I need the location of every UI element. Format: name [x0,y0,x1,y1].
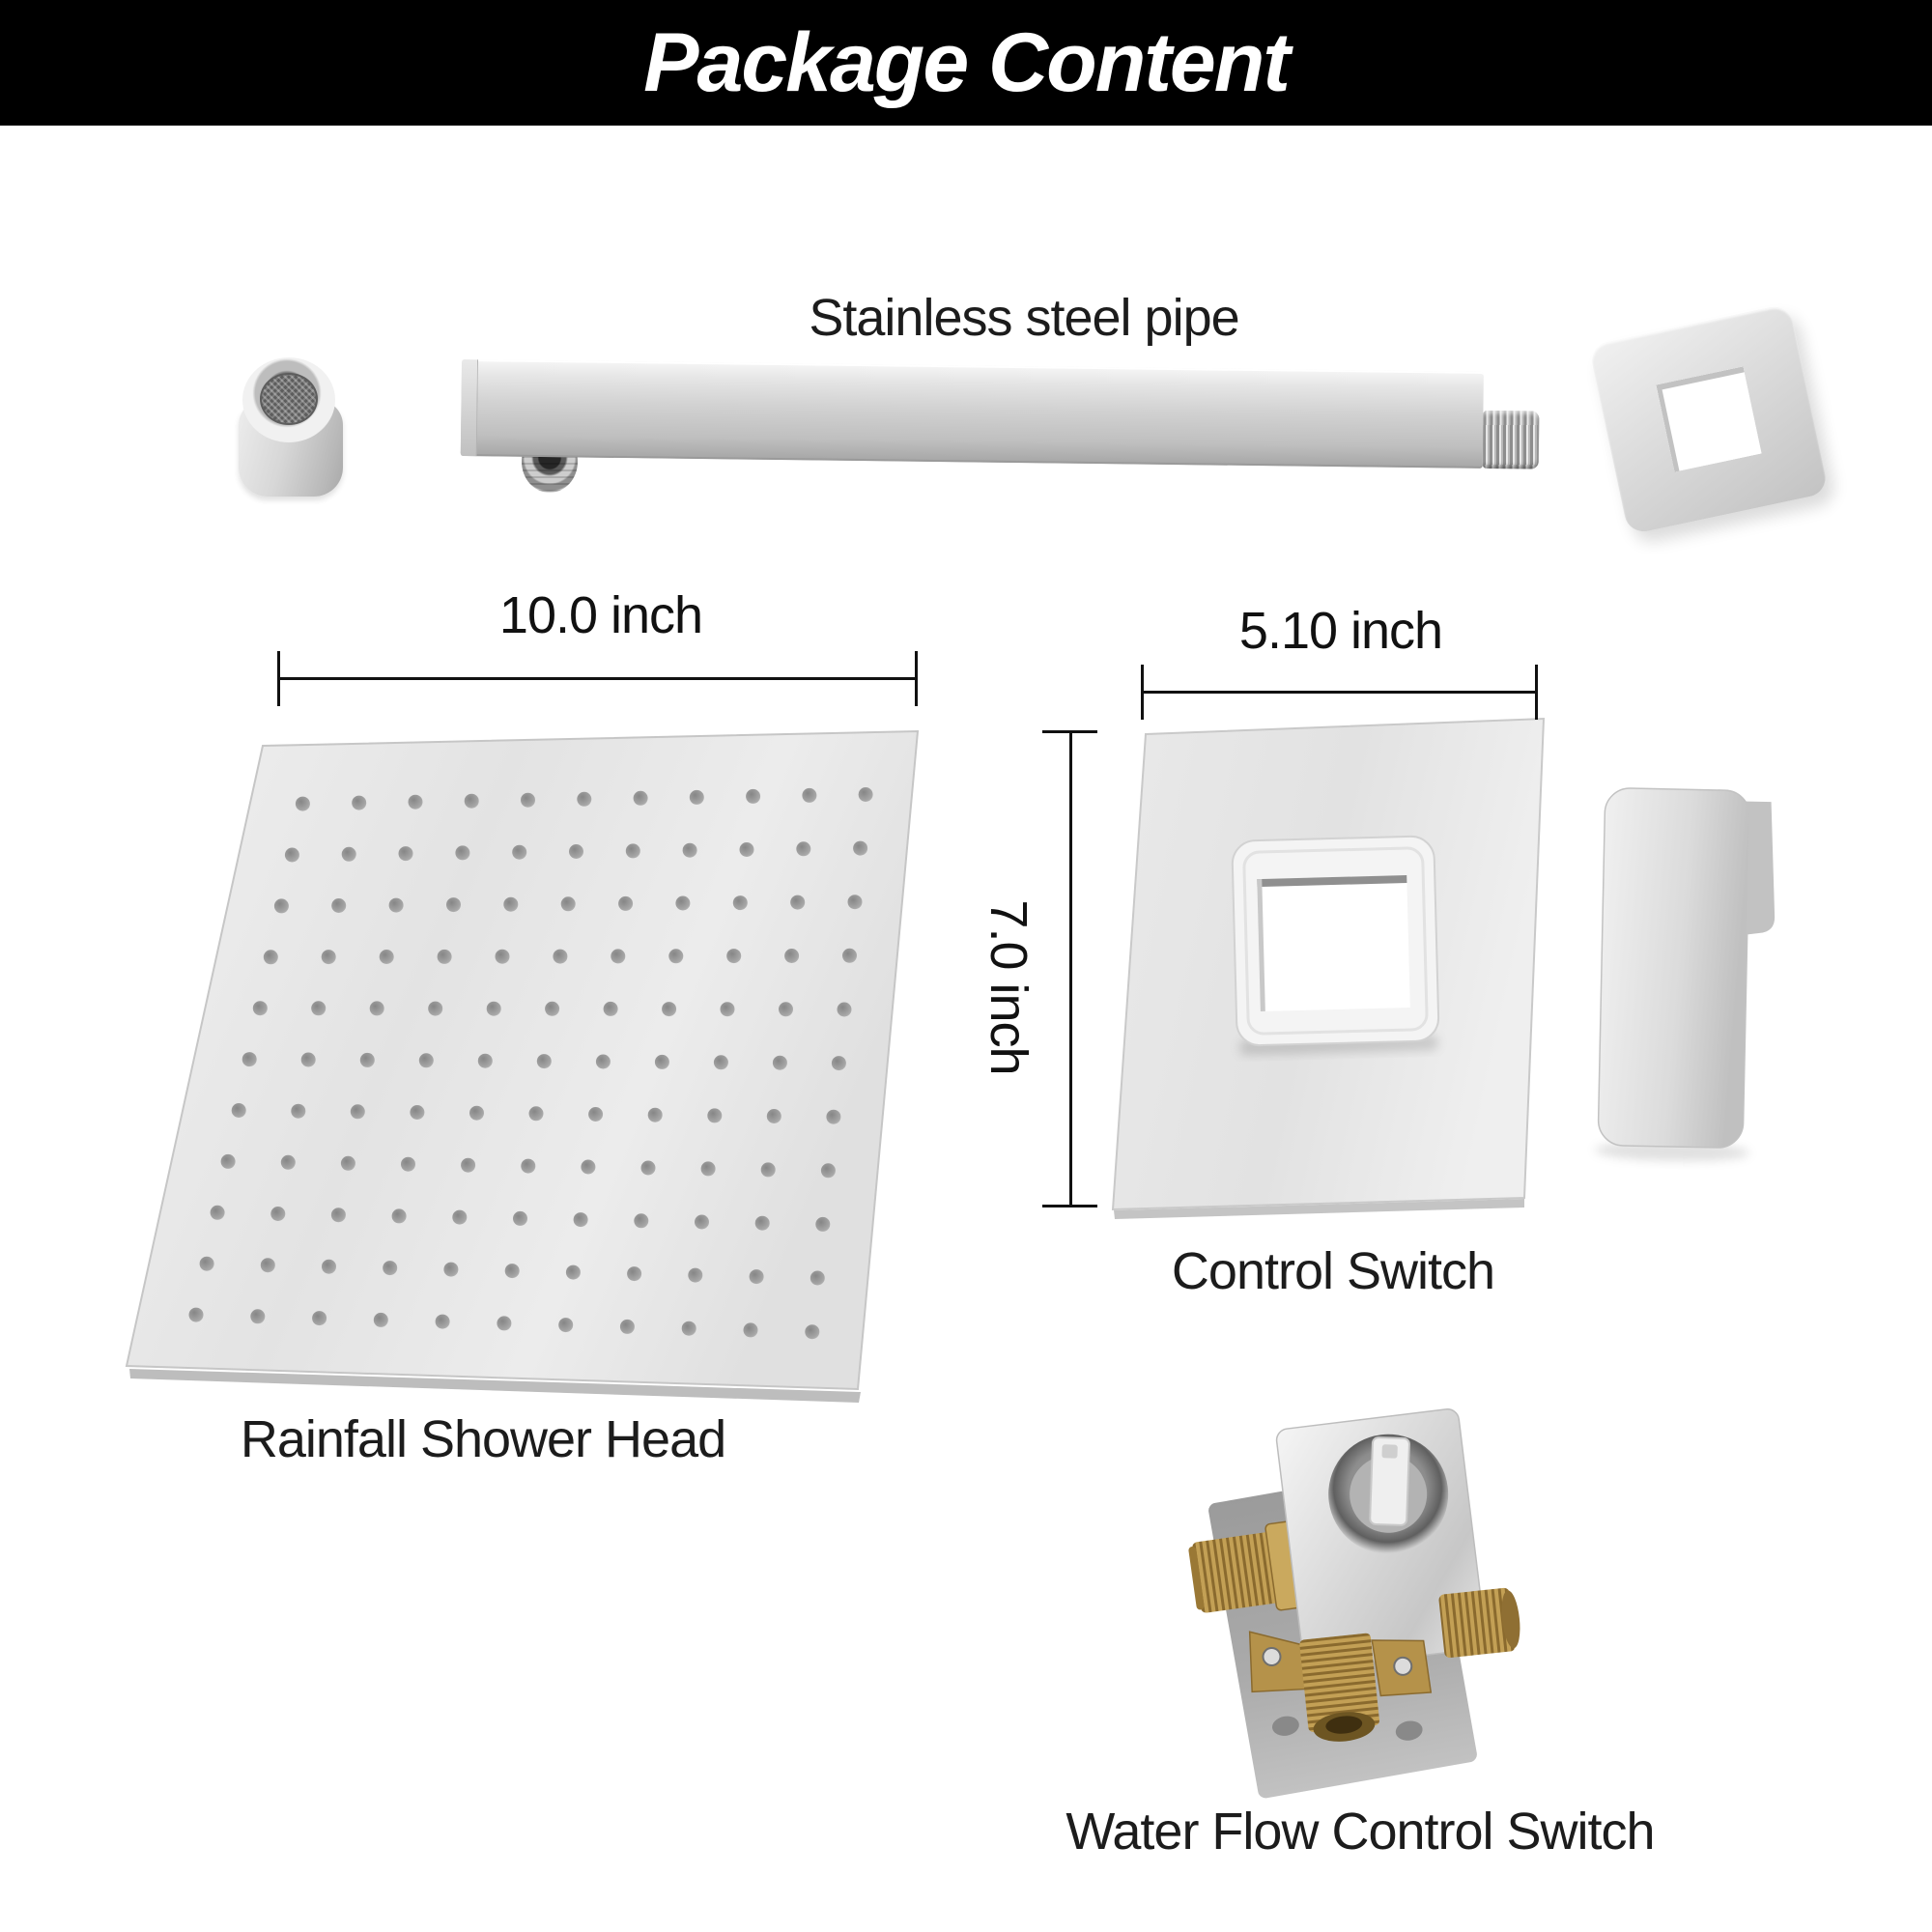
nozzle-hole [521,1159,535,1174]
nozzle-hole [779,1002,793,1016]
nozzle-hole [428,1002,442,1016]
nozzle-hole [374,1313,388,1327]
nozzle-hole [655,1055,669,1069]
nozzle-hole [351,1104,365,1119]
nozzle-hole [505,1264,520,1278]
nozzle-hole [389,898,404,913]
nozzle-hole [695,1215,709,1230]
valve-stem [1370,1437,1409,1525]
nozzle-hole [281,1155,296,1170]
nozzle-hole [221,1154,236,1169]
nozzle-hole [838,1003,852,1017]
page-title: Package Content [643,15,1289,109]
control-switch-width-dimension-label: 5.10 inch [1238,602,1443,660]
nozzle-hole [802,788,816,803]
shower-head-width-dimension-label: 10.0 inch [498,586,703,644]
handle-illustration [1595,787,1777,1163]
water-flow-label: Water Flow Control Switch [1065,1803,1655,1861]
nozzle-hole [438,950,452,964]
header-bar [0,0,1932,126]
nozzle-hole [461,1158,475,1173]
handle-body [1598,787,1750,1148]
nozzle-hole [569,844,583,859]
pipe-end-face [461,359,478,456]
nozzle-hole [401,1157,415,1172]
nozzle-hole [683,843,697,858]
nozzle-hole [688,1268,702,1283]
nozzle-hole [291,1104,305,1119]
nozzle-hole [618,896,633,911]
nozzle-hole [682,1321,696,1336]
nozzle-hole [796,841,810,856]
nozzle-hole [410,1105,424,1120]
nozzle-hole [322,1260,336,1274]
nozzle-hole [331,898,346,913]
nozzle-hole [744,1322,758,1337]
nozzle-hole [588,1107,603,1122]
control-switch-illustration [1113,719,1544,1219]
nozzle-hole [662,1002,676,1016]
nozzle-hole [790,895,805,910]
pipe-label: Stainless steel pipe [809,289,1239,347]
nozzle-hole [675,896,690,911]
nozzle-hole [383,1261,397,1275]
nozzle-hole [784,949,799,963]
nozzle-hole [596,1055,611,1069]
nozzle-mesh-screen [260,373,318,425]
nozzle-hole [521,793,535,808]
nozzle-hole [322,950,336,964]
nozzle-hole [566,1265,581,1280]
nozzle-hole [620,1320,635,1334]
nozzle-hole [274,898,289,913]
nozzle-hole [487,1002,501,1016]
control-switch-height-dimension-label: 7.0 inch [980,899,1037,1075]
control-switch-label: Control Switch [1171,1242,1495,1300]
nozzle-hole [296,797,310,811]
nozzle-hole [419,1053,434,1067]
nozzle-hole [311,1001,326,1015]
nozzle-hole [497,1316,511,1330]
nozzle-hole [558,1318,573,1332]
nozzle-hole [577,792,591,807]
valve-illustration [1186,1407,1522,1799]
nozzle-hole [634,1213,648,1228]
nozzle-hole [436,1315,450,1329]
nozzle-hole [496,950,510,964]
nozzle-hole [360,1053,375,1067]
nozzle-hole [253,1001,268,1015]
nozzle-hole [285,848,299,863]
nozzle-hole [707,1108,722,1122]
dimension-tick [1042,1205,1097,1208]
nozzle-hole [537,1054,552,1068]
nozzle-illustration [235,357,347,498]
nozzle-hole [714,1055,728,1069]
nozzle-hole [810,1271,825,1286]
valve-left-fitting [1186,1521,1301,1622]
nozzle-hole [342,847,356,862]
dimension-tick [1535,665,1538,720]
nozzle-hole [242,1052,257,1066]
nozzle-hole [767,1109,781,1123]
dimension-tick [1141,665,1144,720]
nozzle-hole [815,1217,830,1232]
nozzle-hole [832,1056,846,1070]
nozzle-hole [755,1216,770,1231]
dimension-tick [915,651,918,706]
valve-screw-right [1393,1657,1412,1676]
nozzle-hole [545,1002,559,1016]
shower-head-label: Rainfall Shower Head [240,1410,726,1468]
nozzle-hole [611,949,625,963]
shower-head-illustration [127,731,918,1403]
nozzle-hole [200,1257,214,1271]
nozzle-hole [312,1311,327,1325]
nozzle-hole [503,897,518,912]
nozzle-hole [452,1210,467,1225]
nozzle-hole [853,841,867,856]
control-switch-width-dimension-line [1142,691,1537,694]
nozzle-hole [859,787,873,802]
shower-head-width-dimension-line [278,677,918,680]
nozzle-hole [690,790,704,805]
nozzle-hole [513,1211,527,1226]
nozzle-hole [641,1161,656,1176]
nozzle-hole [746,789,760,804]
nozzle-hole [211,1206,225,1220]
dimension-tick [277,651,280,706]
nozzle-hole [392,1208,407,1223]
nozzle-hole [465,794,479,809]
dimension-tick [1042,730,1097,733]
nozzle-hole [648,1108,663,1122]
nozzle-hole [668,949,683,963]
nozzle-hole [740,842,754,857]
nozzle-hole [469,1106,484,1121]
nozzle-hole [455,845,469,860]
nozzle-hole [733,895,748,910]
nozzle-hole [826,1110,840,1124]
nozzle-hole [821,1163,836,1178]
nozzle-hole [270,1207,285,1221]
nozzle-hole [604,1002,618,1016]
nozzle-hole [726,949,741,963]
nozzle-hole [250,1309,265,1323]
nozzle-hole [553,950,567,964]
pipe-threaded-tip [1483,411,1540,469]
nozzle-hole [750,1269,764,1284]
control-switch-height-dimension-line [1069,731,1072,1207]
nozzle-hole [478,1054,493,1068]
nozzle-hole [352,796,366,810]
nozzle-hole [761,1162,776,1177]
escutcheon-hole [1656,366,1761,471]
nozzle-hole [634,791,648,806]
nozzle-hole [189,1308,204,1322]
nozzle-hole [626,843,640,858]
nozzle-hole [261,1258,275,1272]
nozzle-hole [331,1208,346,1222]
nozzle-hole [581,1160,595,1175]
nozzle-hole [701,1161,716,1176]
nozzle-hole [842,949,857,963]
nozzle-hole [370,1001,384,1015]
nozzle-hole [627,1266,641,1281]
nozzle-hole [773,1056,787,1070]
valve-right-fitting [1438,1587,1522,1659]
control-plate-bezel [1232,836,1439,1055]
nozzle-hole [561,896,576,911]
valve-screw-left [1263,1647,1282,1666]
nozzle-hole [805,1324,819,1339]
nozzle-hole [264,950,278,964]
nozzle-hole [721,1002,735,1016]
nozzle-hole [399,846,413,861]
nozzle-hole [232,1103,246,1118]
nozzle-hole [529,1106,544,1121]
nozzle-hole [380,950,394,964]
control-plate-hole [1257,875,1410,1011]
nozzle-hole [512,845,526,860]
nozzle-hole [301,1053,316,1067]
nozzle-hole [409,795,423,810]
nozzle-hole [446,897,461,912]
pipe-illustration [461,359,1484,469]
nozzle-hole [443,1263,458,1277]
nozzle-hole [574,1212,588,1227]
nozzle-hole [341,1156,355,1171]
nozzle-hole [848,895,863,909]
